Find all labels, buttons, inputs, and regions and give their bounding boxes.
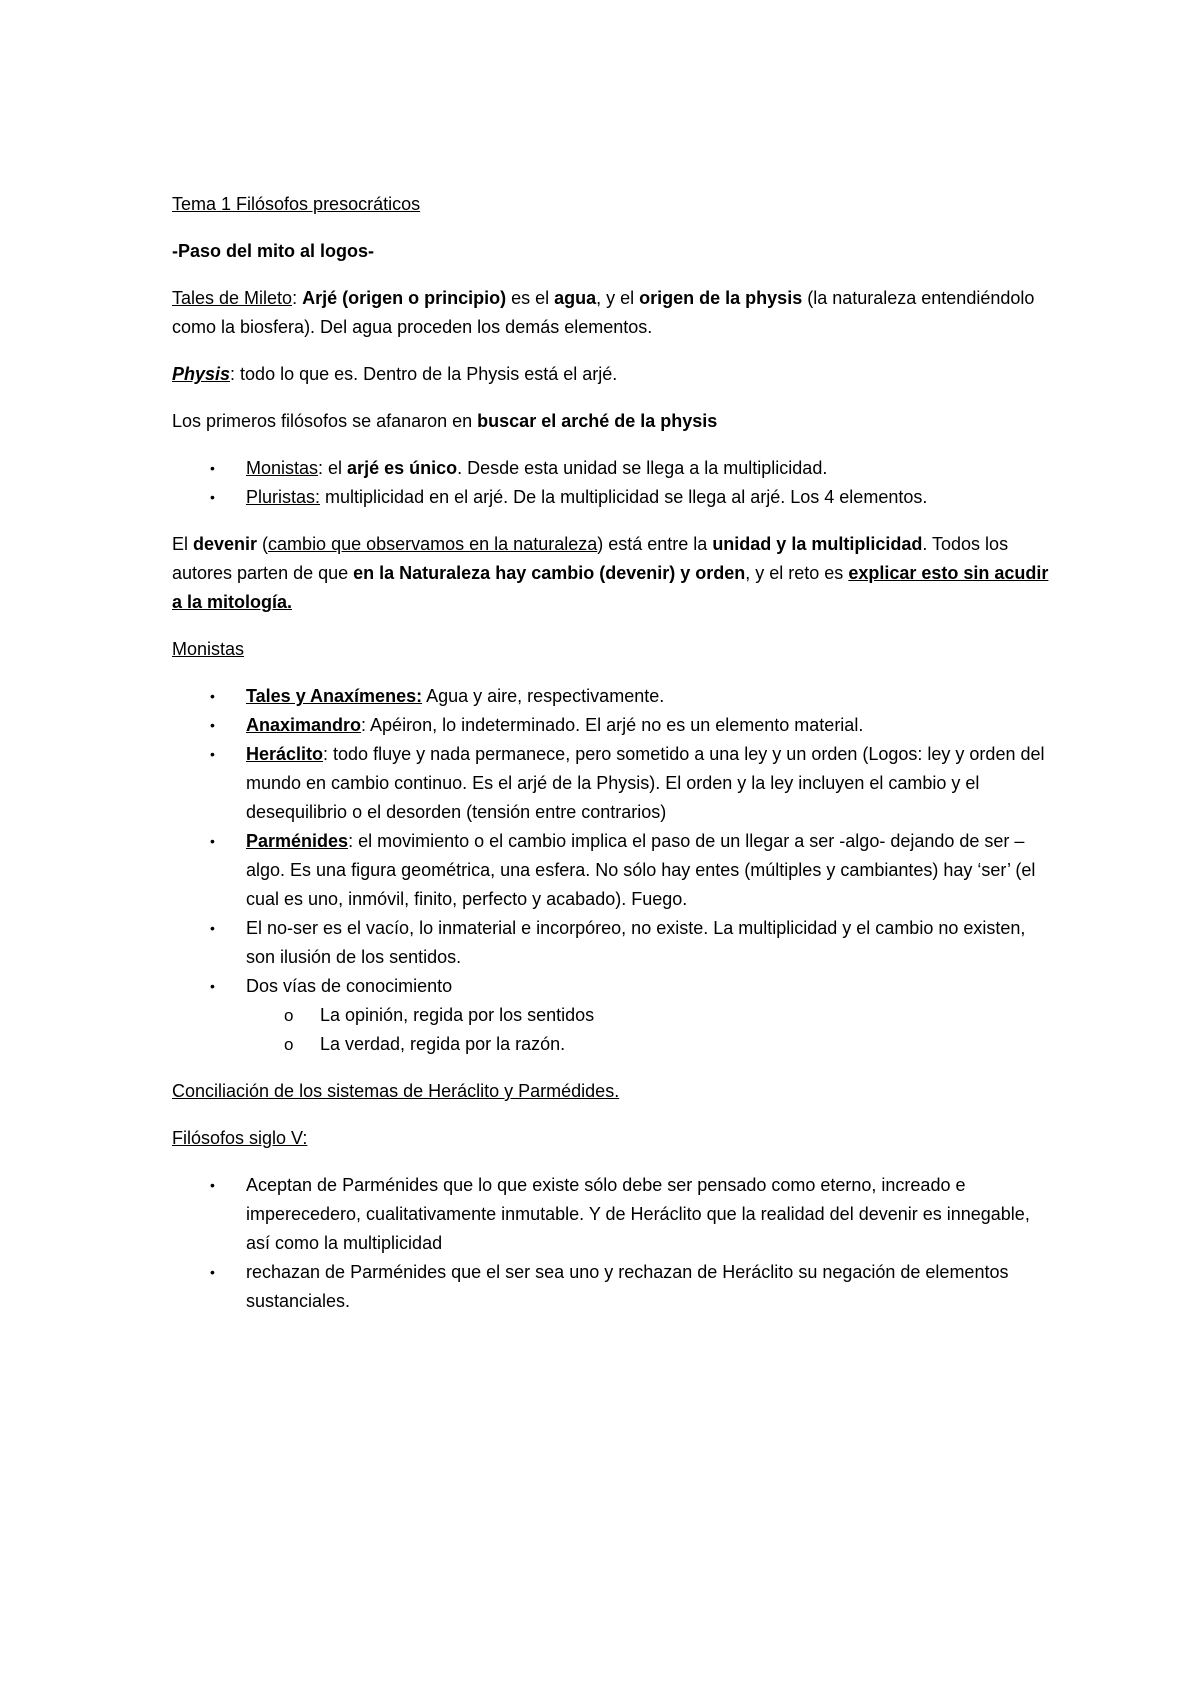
list-item-label: Heráclito bbox=[246, 744, 324, 764]
bullet-icon: • bbox=[210, 1177, 215, 1193]
devenir-bold: en la Naturaleza hay cambio (devenir) y orden bbox=[353, 563, 746, 583]
sub-list-vias bbox=[246, 1001, 1052, 1059]
paragraph-primeros bbox=[172, 407, 1052, 436]
text-run: ) está entre la bbox=[597, 534, 713, 554]
list-item bbox=[172, 454, 1052, 483]
list-monistas-pluristas bbox=[172, 454, 1052, 512]
devenir-bold-underline: explicar esto sin acudir a la mitología. bbox=[172, 563, 1049, 612]
list-item bbox=[172, 972, 1052, 1059]
text-run: El bbox=[172, 534, 194, 554]
list-item bbox=[172, 740, 1052, 827]
devenir-underline: cambio que observamos en la naturaleza bbox=[268, 534, 598, 554]
tales-arje: Arjé (origen o principio) bbox=[302, 288, 507, 308]
circle-bullet-icon: o bbox=[284, 1006, 294, 1025]
page-title: Tema 1 Filósofos presocráticos bbox=[172, 194, 421, 214]
section-heading-monistas: Monistas bbox=[172, 639, 245, 659]
physis-term: Physis bbox=[172, 364, 231, 384]
text-run: . Desde esta unidad se llega a la multiplicidad. bbox=[457, 458, 828, 478]
bullet-icon: • bbox=[210, 717, 215, 733]
text-run: es el bbox=[506, 288, 555, 308]
document-page bbox=[172, 190, 1052, 1334]
text-run: Dos vías de conocimiento bbox=[246, 976, 453, 996]
text-run: multiplicidad en el arjé. De la multiplicidad se llega al arjé. Los 4 elementos. bbox=[320, 487, 928, 507]
paragraph-physis bbox=[172, 360, 1052, 389]
circle-bullet-icon: o bbox=[284, 1035, 294, 1054]
text-run: Los primeros filósofos se afanaron en bbox=[172, 411, 478, 431]
bullet-icon: • bbox=[210, 978, 215, 994]
sub-list-item bbox=[246, 1001, 1052, 1030]
text-run: : bbox=[292, 288, 303, 308]
list-item-bold: arjé es único bbox=[347, 458, 458, 478]
bullet-icon: • bbox=[210, 920, 215, 936]
tales-agua: agua bbox=[554, 288, 597, 308]
sub-list-item bbox=[246, 1030, 1052, 1059]
text-run: rechazan de Parménides que el ser sea uno y rechazan de Heráclito su negación de elementos sustanciales. bbox=[246, 1262, 1009, 1311]
text-run: Aceptan de Parménides que lo que existe sólo debe ser pensado como eterno, increado e imperecedero, cualitativamente inmutable. Y de Heráclito que la realidad del devenir es innegable, así como la multiplicidad bbox=[246, 1175, 1030, 1253]
bullet-icon: • bbox=[210, 1264, 215, 1280]
text-run: La verdad, regida por la razón. bbox=[320, 1034, 566, 1054]
list-item bbox=[172, 1171, 1052, 1258]
section-heading-conciliacion: Conciliación de los sistemas de Heráclito y Parmédides. bbox=[172, 1081, 620, 1101]
text-run: , y el reto es bbox=[745, 563, 849, 583]
list-item bbox=[172, 711, 1052, 740]
paragraph-devenir bbox=[172, 530, 1052, 617]
text-run: (la naturaleza entendiéndolo como la biosfera). Del agua proceden los demás elementos. bbox=[172, 288, 1035, 337]
text-run: Agua y aire, respectivamente. bbox=[422, 686, 665, 706]
list-item-label: Pluristas: bbox=[246, 487, 321, 507]
list-item bbox=[172, 1258, 1052, 1316]
text-run: . Todos los autores parten de que bbox=[172, 534, 1009, 583]
bullet-icon: • bbox=[210, 489, 215, 505]
primeros-bold: buscar el arché de la physis bbox=[477, 411, 718, 431]
tales-name: Tales de Mileto bbox=[172, 288, 293, 308]
bullet-icon: • bbox=[210, 746, 215, 762]
list-item bbox=[172, 682, 1052, 711]
text-run: ( bbox=[257, 534, 269, 554]
bullet-icon: • bbox=[210, 688, 215, 704]
section-heading-siglo-v: Filósofos siglo V: bbox=[172, 1128, 308, 1148]
devenir-bold: devenir bbox=[193, 534, 258, 554]
text-run: : todo lo que es. Dentro de la Physis está el arjé. bbox=[230, 364, 618, 384]
bullet-icon: • bbox=[210, 833, 215, 849]
list-item bbox=[172, 483, 1052, 512]
text-run: El no-ser es el vacío, lo inmaterial e incorpóreo, no existe. La multiplicidad y el cambio no existen, son ilusión de los sentidos. bbox=[246, 918, 1026, 967]
tales-origen: origen de la physis bbox=[639, 288, 803, 308]
list-monistas-authors bbox=[172, 682, 1052, 1059]
list-siglo-v bbox=[172, 1171, 1052, 1316]
list-item-label: Anaximandro bbox=[246, 715, 362, 735]
text-run: La opinión, regida por los sentidos bbox=[320, 1005, 595, 1025]
list-item bbox=[172, 914, 1052, 972]
list-item-label: Tales y Anaxímenes: bbox=[246, 686, 423, 706]
text-run: : todo fluye y nada permanece, pero sometido a una ley y un orden (Logos: ley y orden del mundo en cambio continuo. Es el arjé de la Physis). El orden y la ley incluyen el cambio y el desequilibrio o el desorden (tensión entre contrarios) bbox=[246, 744, 1045, 822]
text-run: : Apéiron, lo indeterminado. El arjé no es un elemento material. bbox=[361, 715, 864, 735]
paragraph-tales bbox=[172, 284, 1052, 342]
text-run: : el bbox=[318, 458, 348, 478]
text-run: , y el bbox=[596, 288, 640, 308]
list-item-label: Monistas bbox=[246, 458, 319, 478]
subtitle: -Paso del mito al logos- bbox=[172, 241, 375, 261]
devenir-bold: unidad y la multiplicidad bbox=[712, 534, 923, 554]
text-run: : el movimiento o el cambio implica el paso de un llegar a ser -algo- dejando de ser –algo. Es una figura geométrica, una esfera. No sólo hay entes (múltiples y cambiantes) hay ‘ser’ (el cual es uno, inmóvil, finito, perfecto y acabado). Fuego. bbox=[246, 831, 1036, 909]
list-item bbox=[172, 827, 1052, 914]
bullet-icon: • bbox=[210, 460, 215, 476]
list-item-label: Parménides bbox=[246, 831, 349, 851]
